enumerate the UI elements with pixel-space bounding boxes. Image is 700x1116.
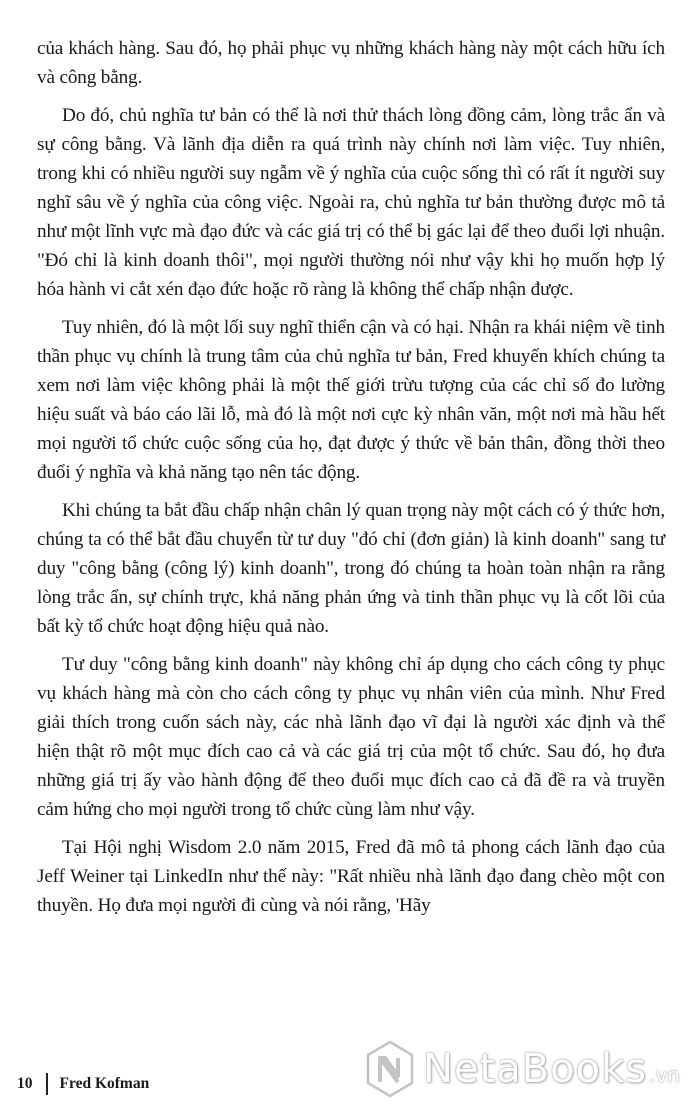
page-number: 10 xyxy=(17,1075,33,1092)
paragraph: Tư duy "công bằng kinh doanh" này không chỉ áp dụng cho cách công ty phục vụ khách hàng mà còn cho cách công ty phục vụ nhân viên của mình. Như Fred giải thích trong cuốn sách này, các nhà lãnh đạo vĩ đại là người xác định và thể hiện thật rõ một mục đích cao cả và các giá trị của một tổ chức. Sau đó, họ đưa những giá trị ấy vào hành động để theo đuổi mục đích cao cả đã đề ra và truyền cảm hứng cho mọi người trong tổ chức cùng làm như vậy. xyxy=(37,654,665,820)
paragraph: Tuy nhiên, đó là một lối suy nghĩ thiển cận và có hại. Nhận ra khái niệm về tinh thần phục vụ chính là trung tâm của chủ nghĩa tư bản, Fred khuyến khích chúng ta xem nơi làm việc không phải là một thế giới trừu tượng của các chỉ số đo lường hiệu suất và báo cáo lãi lỗ, mà đó là một nơi cực kỳ nhân văn, một nơi mà hầu hết mọi người tổ chức cuộc sống của họ, đạt được ý thức về bản thân, đồng thời theo đuổi ý nghĩa và khả năng tạo nên tác động. xyxy=(37,317,665,483)
paragraph: Tại Hội nghị Wisdom 2.0 năm 2015, Fred đã mô tả phong cách lãnh đạo của Jeff Weiner tại LinkedIn như thế này: "Rất nhiều nhà lãnh đạo đang chèo một con thuyền. Họ đưa mọi người đi cùng và nói rằng, 'Hãy xyxy=(37,837,665,916)
running-author: Fred Kofman xyxy=(59,1075,150,1092)
watermark-brand: NetaBooks xyxy=(423,1046,648,1092)
netabooks-logo-icon xyxy=(365,1040,415,1098)
footer-divider xyxy=(46,1073,48,1095)
page-body xyxy=(37,34,665,929)
watermark-suffix: .vn xyxy=(649,1063,680,1087)
page-footer xyxy=(17,1073,149,1095)
paragraph-continuation: của khách hàng. Sau đó, họ phải phục vụ những khách hàng này một cách hữu ích và công bằng. xyxy=(37,38,665,88)
watermark xyxy=(365,1040,680,1098)
paragraph: Do đó, chủ nghĩa tư bản có thể là nơi thử thách lòng đồng cảm, lòng trắc ẩn và sự công bằng. Và lãnh địa diễn ra quá trình này chính nơi làm việc. Tuy nhiên, trong khi có nhiều người suy ngẫm về ý nghĩa của cuộc sống thì có rất ít người suy nghĩ sâu về ý nghĩa của công việc. Ngoài ra, chủ nghĩa tư bản thường được mô tả như một lĩnh vực mà đạo đức và các giá trị có thể bị gác lại để theo đuổi lợi nhuận. "Đó chỉ là kinh doanh thôi", mọi người thường nói như vậy khi họ muốn hợp lý hóa hành vi cắt xén đạo đức hoặc rõ ràng là không thể chấp nhận được. xyxy=(37,105,665,300)
paragraph: Khi chúng ta bắt đầu chấp nhận chân lý quan trọng này một cách có ý thức hơn, chúng ta có thể bắt đầu chuyển từ tư duy "đó chỉ (đơn giản) là kinh doanh" sang tư duy "công bằng (công lý) kinh doanh", trong đó chúng ta hoàn toàn nhận ra rằng lòng trắc ẩn, sự chính trực, khả năng phản ứng và tinh thần phục vụ là cốt lõi của bất kỳ tổ chức hoạt động hiệu quả nào. xyxy=(37,500,665,637)
